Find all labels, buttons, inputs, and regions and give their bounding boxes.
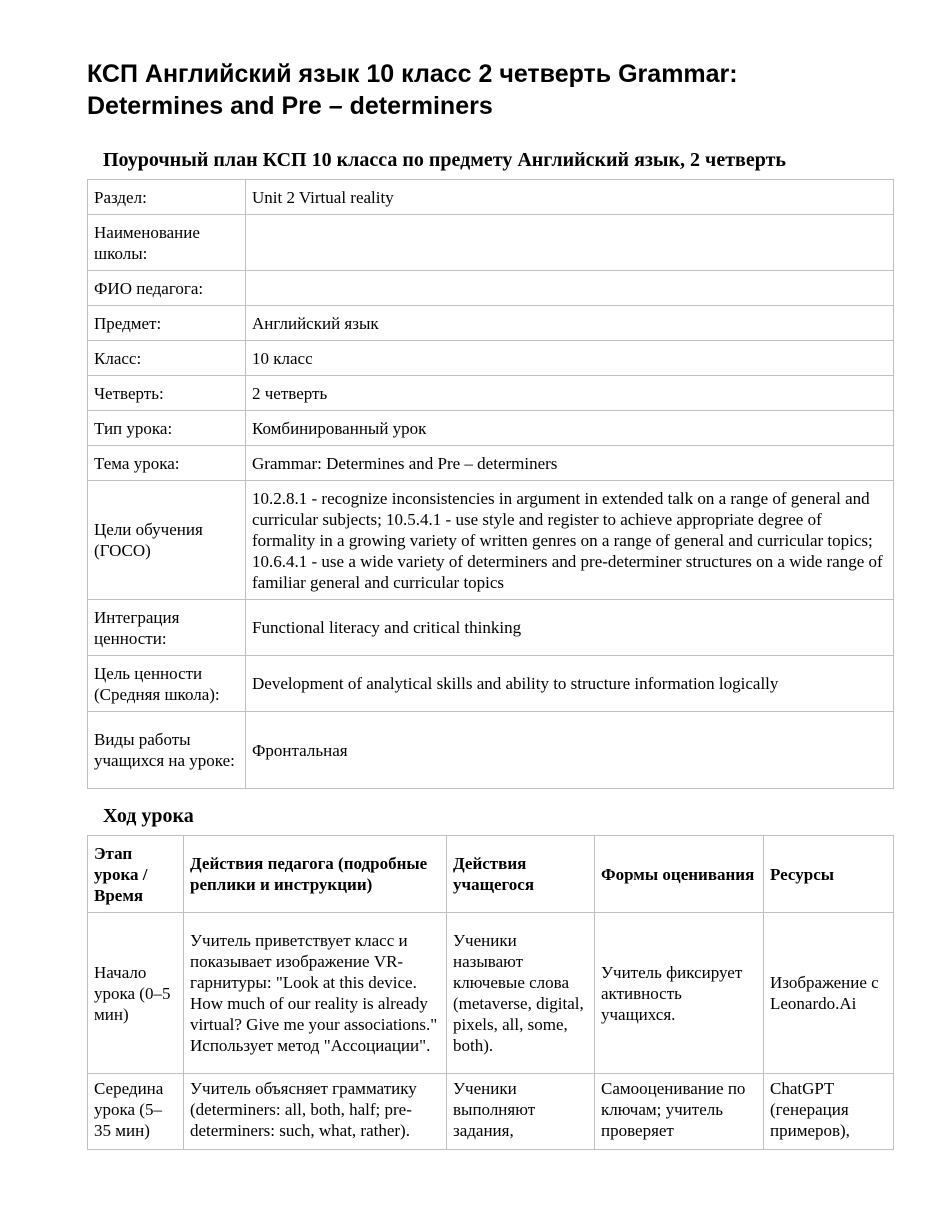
info-value: 10 класс <box>246 341 894 376</box>
column-header-resources: Ресурсы <box>764 836 894 913</box>
info-value <box>246 271 894 306</box>
info-label: Тип урока: <box>88 411 246 446</box>
lesson-progress-table <box>87 835 894 1150</box>
table-row <box>88 341 894 376</box>
info-value: 2 четверть <box>246 376 894 411</box>
stage-cell: Начало урока (0–5 мин) <box>88 913 184 1074</box>
info-value: Grammar: Determines and Pre – determiners <box>246 446 894 481</box>
assessment-cell: Самооценивание по ключам; учитель проверяет <box>595 1074 764 1150</box>
assessment-cell: Учитель фиксирует активность учащихся. <box>595 913 764 1074</box>
column-header-stage: Этап урока / Время <box>88 836 184 913</box>
info-label: Наименование школы: <box>88 215 246 271</box>
info-value <box>246 215 894 271</box>
table-row <box>88 481 894 600</box>
student-actions-cell: Ученики выполняют задания, <box>447 1074 595 1150</box>
info-label: Четверть: <box>88 376 246 411</box>
info-label: Виды работы учащихся на уроке: <box>88 712 246 789</box>
table-row <box>88 1074 894 1150</box>
table-row <box>88 271 894 306</box>
table-row <box>88 656 894 712</box>
table-row <box>88 411 894 446</box>
lesson-info-table <box>87 179 894 789</box>
column-header-student-actions: Действия учащегося <box>447 836 595 913</box>
info-value: 10.2.8.1 - recognize inconsistencies in argument in extended talk on a range of general and curricular subjects; 10.5.4.1 - use style and register to achieve appropriate degree of formality in a growing variety of written genres on a range of general and curricular topics; 10.6.4.1 - use a wide variety of determiners and pre-determiner structures on a wide range of familiar general and curricular topics <box>246 481 894 600</box>
info-value: Unit 2 Virtual reality <box>246 180 894 215</box>
table-row <box>88 306 894 341</box>
plan-heading: Поурочный план КСП 10 класса по предмету Английский язык, 2 четверть <box>103 149 786 171</box>
table-header-row <box>88 836 894 913</box>
info-label: Класс: <box>88 341 246 376</box>
info-label: Раздел: <box>88 180 246 215</box>
info-label: Тема урока: <box>88 446 246 481</box>
info-label: Интеграция ценности: <box>88 600 246 656</box>
table-row <box>88 446 894 481</box>
table-row <box>88 600 894 656</box>
info-label: Предмет: <box>88 306 246 341</box>
column-header-teacher-actions: Действия педагога (подробные реплики и инструкции) <box>184 836 447 913</box>
progress-heading: Ход урока <box>103 805 194 827</box>
info-label: ФИО педагога: <box>88 271 246 306</box>
table-row <box>88 913 894 1074</box>
resources-cell: Изображение с Leonardo.Ai <box>764 913 894 1074</box>
column-header-assessment: Формы оценивания <box>595 836 764 913</box>
document-title: КСП Английский язык 10 класс 2 четверть Grammar: Determines and Pre – determiners <box>87 60 738 120</box>
student-actions-cell: Ученики называют ключевые слова (metaverse, digital, pixels, all, some, both). <box>447 913 595 1074</box>
table-row <box>88 376 894 411</box>
table-row <box>88 215 894 271</box>
info-label: Цели обучения (ГОСО) <box>88 481 246 600</box>
info-label: Цель ценности (Средняя школа): <box>88 656 246 712</box>
stage-cell: Середина урока (5–35 мин) <box>88 1074 184 1150</box>
info-value: Development of analytical skills and ability to structure information logically <box>246 656 894 712</box>
table-row <box>88 712 894 789</box>
teacher-actions-cell: Учитель объясняет грамматику (determiners: all, both, half; pre-determiners: such, what, rather). <box>184 1074 447 1150</box>
info-value: Functional literacy and critical thinking <box>246 600 894 656</box>
table-row <box>88 180 894 215</box>
resources-cell: ChatGPT (генерация примеров), <box>764 1074 894 1150</box>
info-value: Комбинированный урок <box>246 411 894 446</box>
info-value: Фронтальная <box>246 712 894 789</box>
info-value: Английский язык <box>246 306 894 341</box>
teacher-actions-cell: Учитель приветствует класс и показывает изображение VR-гарнитуры: "Look at this device. How much of our reality is already virtual? Give me your associations." Использует метод "Ассоциации". <box>184 913 447 1074</box>
